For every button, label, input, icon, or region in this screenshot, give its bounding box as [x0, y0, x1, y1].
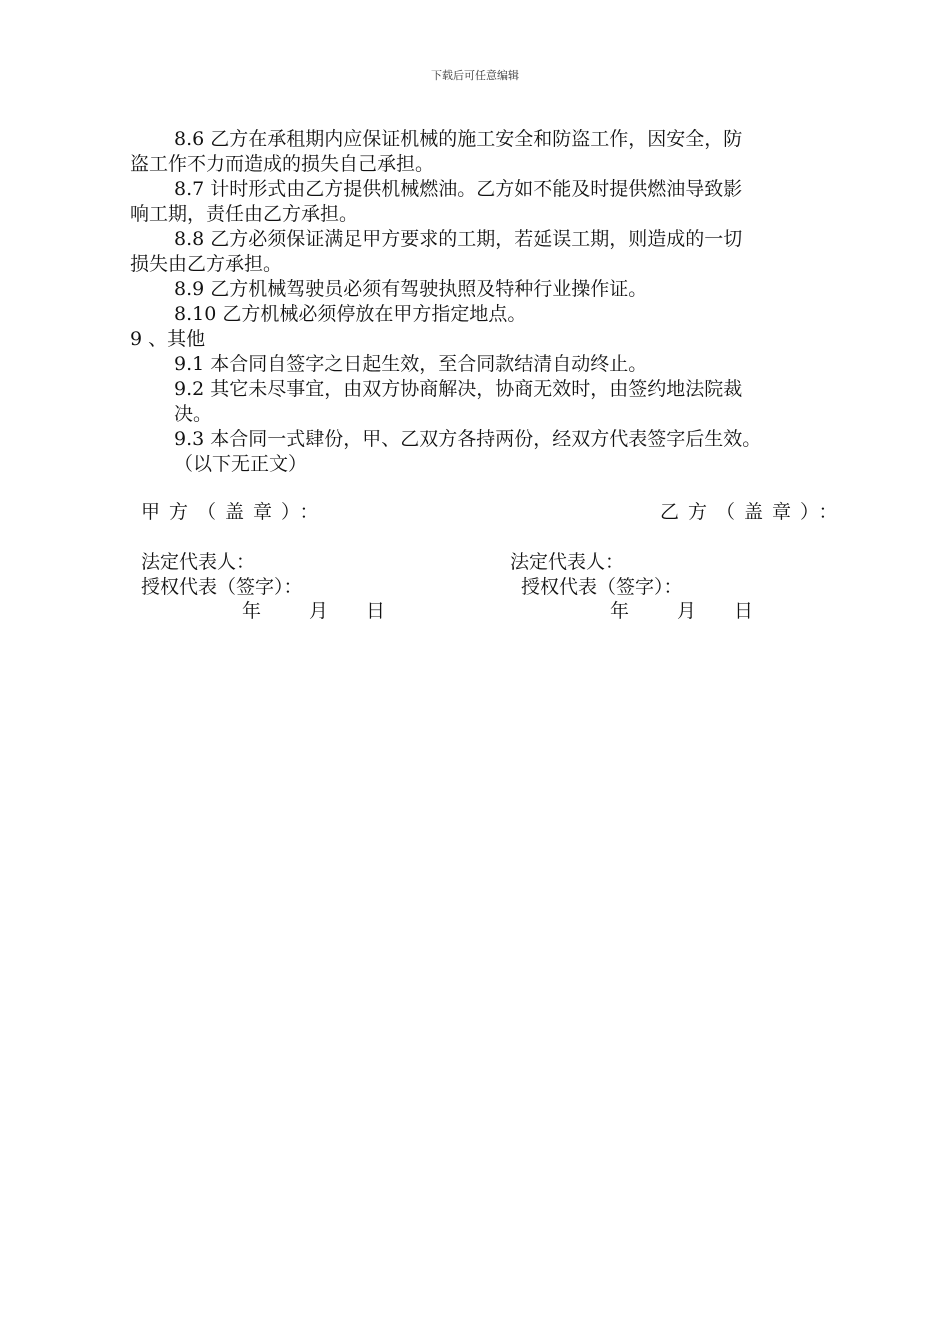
- party-a-auth-rep-label: 授权代表（签字）：: [141, 576, 303, 598]
- party-b-day-label: 日: [734, 600, 754, 622]
- no-further-text-note: （以下无正文）: [174, 453, 308, 475]
- clause-9-2-line-2: 决。: [174, 403, 213, 425]
- party-b-auth-rep-label: 授权代表（签字）：: [521, 576, 683, 598]
- clause-9-1: 9.1 本合同自签字之日起生效，至合同款结清自动终止。: [174, 353, 648, 375]
- clause-8-8-line-2: 损失由乙方承担。: [130, 253, 283, 275]
- clause-8-8-line-1: 8.8 乙方必须保证满足甲方要求的工期，若延误工期，则造成的一切: [174, 228, 743, 250]
- party-b-month-label: 月: [677, 600, 697, 622]
- clause-8-10: 8.10 乙方机械必须停放在甲方指定地点。: [174, 303, 527, 325]
- party-a-year-label: 年: [242, 600, 262, 622]
- party-b-legal-rep-label: 法定代表人：: [510, 551, 625, 573]
- section-9-heading: 9 、其他: [130, 328, 206, 350]
- clause-8-6-line-2: 盗工作不力而造成的损失自己承担。: [130, 153, 435, 175]
- party-a-legal-rep-label: 法定代表人：: [141, 551, 256, 573]
- party-b-year-label: 年: [610, 600, 630, 622]
- party-a-seal-label: 甲方（盖章）：: [141, 501, 328, 523]
- page-header: 下载后可任意编辑: [431, 69, 519, 82]
- party-b-seal-label: 乙方（盖章）：: [660, 501, 847, 523]
- clause-9-2-line-1: 9.2 其它未尽事宜，由双方协商解决，协商无效时，由签约地法院裁: [174, 378, 743, 400]
- clause-8-7-line-1: 8.7 计时形式由乙方提供机械燃油。乙方如不能及时提供燃油导致影: [174, 178, 743, 200]
- clause-9-3: 9.3 本合同一式肆份，甲、乙双方各持两份，经双方代表签字后生效。: [174, 428, 762, 450]
- party-a-month-label: 月: [309, 600, 329, 622]
- clause-8-7-line-2: 响工期，责任由乙方承担。: [130, 203, 359, 225]
- clause-8-9: 8.9 乙方机械驾驶员必须有驾驶执照及特种行业操作证。: [174, 278, 648, 300]
- clause-8-6-line-1: 8.6 乙方在承租期内应保证机械的施工安全和防盗工作，因安全，防: [174, 128, 743, 150]
- party-a-day-label: 日: [366, 600, 386, 622]
